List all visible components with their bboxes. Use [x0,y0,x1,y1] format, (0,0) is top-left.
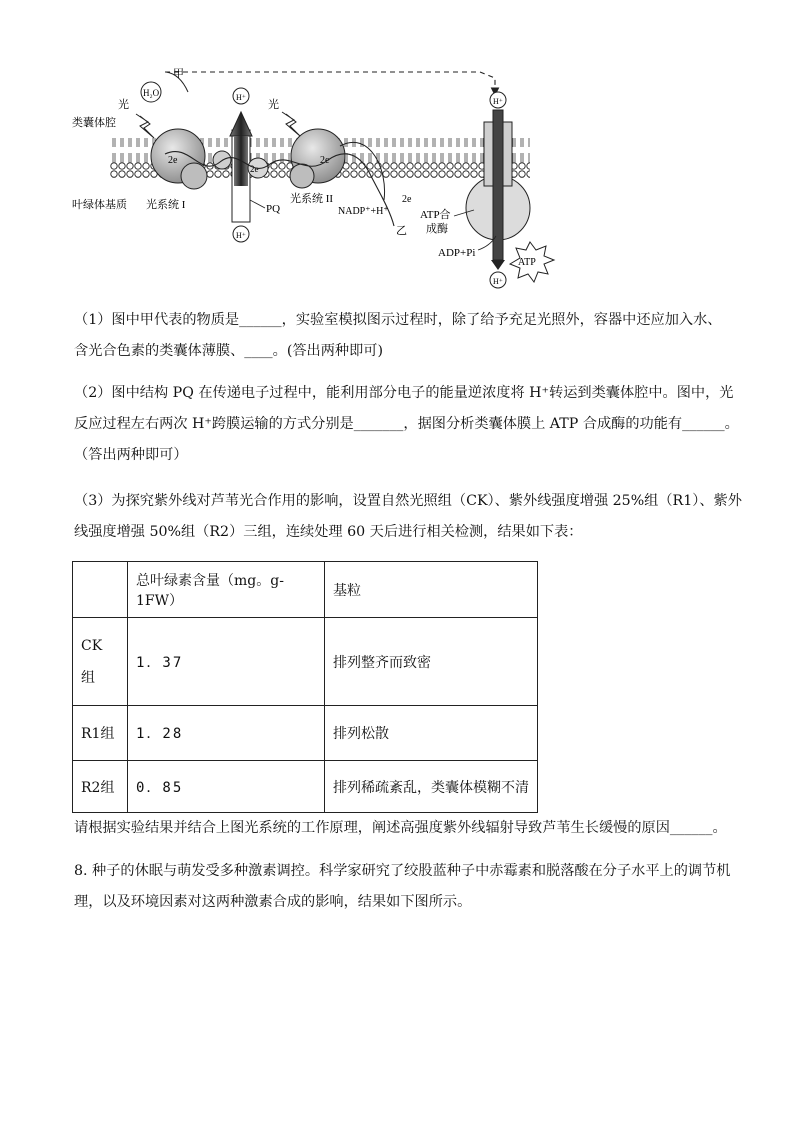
label-yi: 乙 [396,225,407,237]
label-lumen: 类囊体腔 [72,117,116,129]
label-h-bottom-left: H⁺ [236,231,246,240]
table-cell-group: R2组 [73,761,128,813]
q3-line-2: 线强度增强 50%组（R2）三组，连续处理 60 天后进行相关检测，结果如下表： [74,524,583,540]
table-header-row [73,562,538,618]
table-header-cell: 基粒 [325,562,538,618]
label-adp: ADP+Pi [438,247,476,259]
table-row [73,761,538,813]
label-2e-b: 2e [250,164,259,174]
question-8 [74,856,734,918]
label-ps1: 光系统 I [146,199,186,211]
label-2e-d: 2e [402,194,412,205]
label-ps2: 光系统 II [290,193,334,205]
q8-line-2: 理，以及环境因素对这两种激素合成的影响，结果如下图所示。 [74,894,472,910]
table-row [73,706,538,761]
q2-line-1: （2）图中结构 PQ 在传递电子过程中，能利用部分电子的能量逆浓度将 H⁺转运到类囊体腔中。图中，光 [74,385,734,401]
label-nadp: NADP⁺+H⁺ [338,206,389,217]
table-cell-value: 1．28 [128,706,325,761]
label-2e-c: 2e [320,155,330,166]
table-cell-value: 0．85 [128,761,325,813]
q1-line-1: （1）图中甲代表的物质是______，实验室模拟图示过程时，除了给予充足光照外，容器中还应加入水、 [74,312,722,328]
group-label: CK [81,637,103,654]
label-h2o: H₂O [143,88,160,98]
label-atp-synthase-1: ATP合 [420,209,451,221]
q2-line-2: 反应过程左右两次 H⁺跨膜运输的方式分别是_______，据图分析类囊体膜上 ATP 合成酶的功能有______。 [74,416,739,432]
question-3-followup [74,813,734,844]
label-h-bottom-right: H⁺ [493,277,503,286]
label-stroma: 叶绿体基质 [72,199,127,211]
thylakoid-membrane-diagram [70,50,570,290]
label-pq: PQ [266,203,281,215]
label-atp-synthase-2: 成酶 [426,223,448,235]
lightning-icon-right [282,112,300,136]
ps1-small-ball [181,163,207,189]
table-header-cell: 总叶绿素含量（mg。g-1FW） [128,562,325,618]
q2-line-3: （答出两种即可） [74,447,188,463]
jia-dashed-path [165,72,495,94]
table-cell-grana: 排列稀疏紊乱，类囊体模糊不清 [325,761,538,813]
results-table [72,561,538,813]
group-label: 组 [81,669,95,686]
label-light-right: 光 [268,99,279,111]
q3-line-1: （3）为探究紫外线对芦苇光合作用的影响，设置自然光照组（CK）、紫外线强度增强 25%组（R1）、紫外 [74,493,742,509]
table-cell-group [73,618,128,706]
q8-line-1: 8. 种子的休眠与萌发受多种激素调控。科学家研究了绞股蓝种子中赤霉素和脱落酸在分子水平上的调节机 [74,863,731,879]
q3-after-line: 请根据实验结果并结合上图光系统的工作原理，阐述高强度紫外线辐射导致芦苇生长缓慢的原因______。 [74,820,727,836]
label-h-top-right: H⁺ [493,97,503,106]
table-row [73,618,538,706]
table-cell-grana: 排列整齐而致密 [325,618,538,706]
label-2e-a: 2e [168,155,178,166]
label-h-top-left: H⁺ [236,93,246,102]
table-header-cell [73,562,128,618]
label-light-left: 光 [118,99,129,111]
question-3 [74,486,742,548]
question-1 [74,305,734,367]
question-2 [74,378,739,471]
label-atp: ATP [518,257,536,268]
q1-line-2: 含光合色素的类囊体薄膜、____。(答出两种即可) [74,343,384,359]
table-cell-value: 1．37 [128,618,325,706]
table-cell-grana: 排列松散 [325,706,538,761]
label-jia: 甲 [173,68,184,80]
table-cell-group: R1组 [73,706,128,761]
lightning-icon-left [136,114,154,138]
proton-pump-arrow [230,112,252,136]
